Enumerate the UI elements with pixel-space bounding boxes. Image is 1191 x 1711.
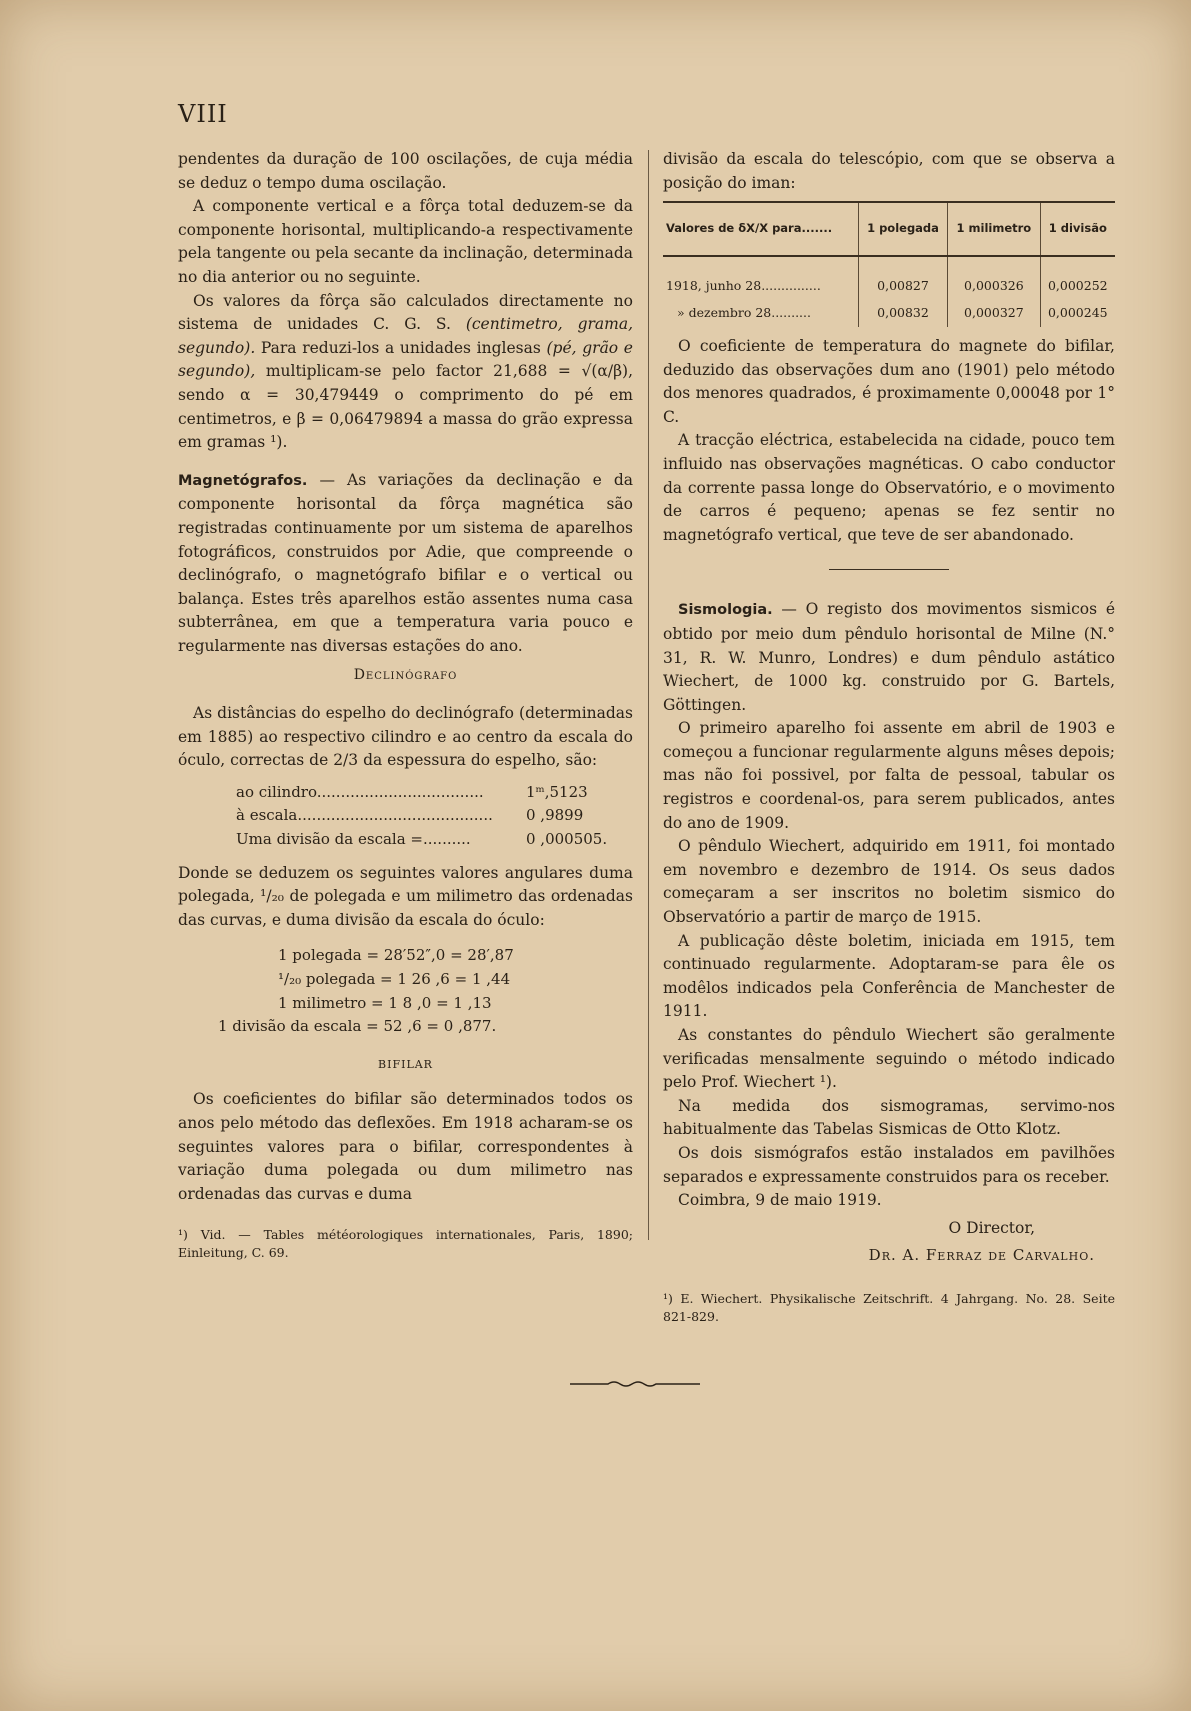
table-cell: 0,000327	[948, 299, 1040, 327]
text: Os valores da fôrça são calculados directamente no sistema de unidades C. G. S.	[178, 291, 633, 334]
paragraph: As distâncias do espelho do declinógrafo (determinadas em 1885) ao respectivo cilindro e ao centro da escala do óculo, correctas de 2/3 da espessura do espelho, são:	[178, 704, 633, 770]
table-cell: 0,000252	[1040, 272, 1115, 300]
table-cell: 0,00832	[858, 299, 947, 327]
list-item: 1 milimetro = 1 8 ,0 = 1 ,13	[278, 993, 492, 1012]
paragraph: O pêndulo Wiechert, adquirido em 1911, foi montado em novembro e dezembro de 1914. Os seus dados começaram a ser inscritos no boletim sismico do Observatório a partir de março de 1915.	[663, 837, 1115, 927]
paragraph: A publicação dêste boletim, iniciada em 1915, tem continuado regularmente. Adoptaram-se para êle os modêlos indicados pela Conferência de Manchester de 1911.	[663, 931, 1115, 1021]
table-cell: 0,000326	[948, 272, 1040, 300]
list-item: ¹/₂₀ polegada = 1 26 ,6 = 1 ,44	[278, 970, 511, 988]
value: 1ᵐ,5123	[526, 782, 588, 801]
paragraph: Donde se deduzem os seguintes valores angulares duma polegada, ¹/₂₀ de polegada e um milimetro das ordenadas das curvas, e duma divisão da escala do óculo:	[178, 863, 633, 929]
page-number: VIII	[178, 100, 228, 128]
list-item: 1 divisão da escala = 52 ,6 = 0 ,877.	[218, 1017, 497, 1036]
footnote: ¹) Vid. — Tables météorologiques internationales, Paris, 1890; Einleitung, C. 69.	[178, 1227, 633, 1261]
paragraph: divisão da escala do telescópio, com que se observa a posição do iman:	[663, 150, 1115, 192]
paragraph: O coeficiente de temperatura do magnete do bifilar, deduzido das observações dum ano (1901) pelo método dos menores quadrados, é proximamente 0,00048 por 1° C.	[663, 336, 1115, 426]
paragraph: Os coeficientes do bifilar são determinados todos os anos pelo método das deflexões. Em 1918 acharam-se os seguintes valores para o bifilar, correspondentes à variação duma polegada ou dum milimetro nas ordenadas das curvas e duma	[178, 1090, 633, 1203]
value: 0 ,9899	[526, 806, 584, 825]
footnote: ¹) E. Wiechert. Physikalische Zeitschrift. 4 Jahrgang. No. 28. Seite 821-829.	[663, 1290, 1115, 1324]
paragraph	[663, 598, 1115, 717]
label: à escala.........................................	[236, 806, 493, 825]
column-header: 1 divisão	[1040, 202, 1115, 256]
label: Uma divisão da escala =..........	[236, 830, 471, 849]
label: ao cilindro...................................	[236, 782, 484, 801]
right-column	[663, 148, 1115, 1326]
column-header: 1 polegada	[858, 202, 947, 256]
text-italic: (centimetro, grama, segundo).	[178, 315, 634, 357]
table-cell: 0,000245	[1040, 299, 1115, 327]
paragraph: O primeiro aparelho foi assente em abril de 1903 e começou a funcionar regularmente alguns mêses depois; mas não foi possivel, por falta de pessoal, tabular os registros e coordenal-os, para serem publicados, antes do ano de 1909.	[663, 719, 1115, 832]
paragraph	[178, 290, 633, 455]
table-cell: » dezembro 28..........	[677, 305, 811, 321]
text-italic: (pé, grão e segundo),	[178, 338, 633, 381]
column-divider	[648, 150, 649, 1240]
signature-name: Dr. A. Ferraz de Carvalho.	[868, 1246, 1095, 1265]
distance-list	[236, 781, 633, 852]
column-header: 1 milimetro	[948, 202, 1040, 256]
text: Para reduzi-los a unidades inglesas	[260, 338, 541, 357]
paragraph: Na medida dos sismogramas, servimo-nos habitualmente das Tabelas Sismicas de Otto Klotz.	[663, 1096, 1115, 1139]
table-header-row	[663, 202, 1115, 256]
ornament-icon	[570, 1379, 700, 1389]
subsection-heading: BIFILAR	[378, 1057, 433, 1071]
paragraph	[178, 469, 633, 659]
left-column	[178, 148, 633, 1262]
bifilar-values-table	[663, 201, 1115, 327]
angle-list	[178, 944, 633, 1038]
paragraph: pendentes da duração de 100 oscilações, de cuja média se deduz o tempo duma oscilação.	[178, 150, 633, 192]
list-item	[236, 804, 633, 828]
value: 0 ,000505.	[526, 830, 608, 849]
table-row	[663, 272, 1115, 300]
table-cell: 1918, junho 28...............	[666, 277, 821, 293]
text: — As variações da declinação e da componente horisontal da fôrça magnética são registradas continuamente por um sistema de aparelhos fotográficos, construidos por Adie, que compreende o declinógrafo, o magnetógrafo bifilar e o vertical ou balança. Estes três aparelhos estão assentes numa casa subterrânea, em que a temperatura varia pouco e regularmente nas diversas estações do ano.	[178, 470, 633, 655]
signature-title: O Director,	[948, 1218, 1035, 1237]
section-heading: Magnetógrafos.	[178, 472, 308, 489]
place-date: Coimbra, 9 de maio 1919.	[678, 1191, 882, 1210]
list-item	[236, 828, 633, 852]
text: — O registo dos movimentos sismicos é obtido por meio dum pêndulo horisontal de Milne (N.° 31, R. W. Munro, Londres) e dum pêndulo astático Wiechert, de 1000 kg. construido por G. Bartels, Göttingen.	[663, 600, 1115, 714]
section-divider	[829, 569, 949, 570]
table-cell: 0,00827	[858, 272, 947, 300]
section-heading: Sismologia.	[678, 602, 773, 619]
paragraph: Os dois sismógrafos estão instalados em pavilhões separados e expressamente construidos para os receber.	[663, 1143, 1115, 1186]
subsection-heading: Declinógrafo	[353, 667, 458, 684]
column-header: Valores de δX/X para.......	[663, 202, 858, 256]
paragraph: A componente vertical e a fôrça total deduzem-se da componente horisontal, multiplicando-a respectivamente pela tangente ou pela secante da inclinação, determinada no dia anterior ou no seguinte.	[178, 197, 633, 286]
paragraph: A tracção eléctrica, estabelecida na cidade, pouco tem influido nas observações magnéticas. O cabo conductor da corrente passa longe do Observatório, e o movimento de carros é pequeno; apenas se fez sentir no magnetógrafo vertical, que teve de ser abandonado.	[663, 431, 1115, 544]
list-item	[236, 781, 633, 805]
paragraph: As constantes do pêndulo Wiechert são geralmente verificadas mensalmente seguindo o método indicado pelo Prof. Wiechert ¹).	[663, 1026, 1115, 1092]
list-item: 1 polegada = 28′52″,0 = 28′,87	[278, 946, 514, 965]
text: multiplicam-se pelo factor 21,688 = √(α/β), sendo α = 30,479449 o comprimento do pé em centimetros, e β = 0,06479894 a massa do grão expressa em gramas ¹).	[178, 362, 633, 452]
table-row	[663, 299, 1115, 327]
